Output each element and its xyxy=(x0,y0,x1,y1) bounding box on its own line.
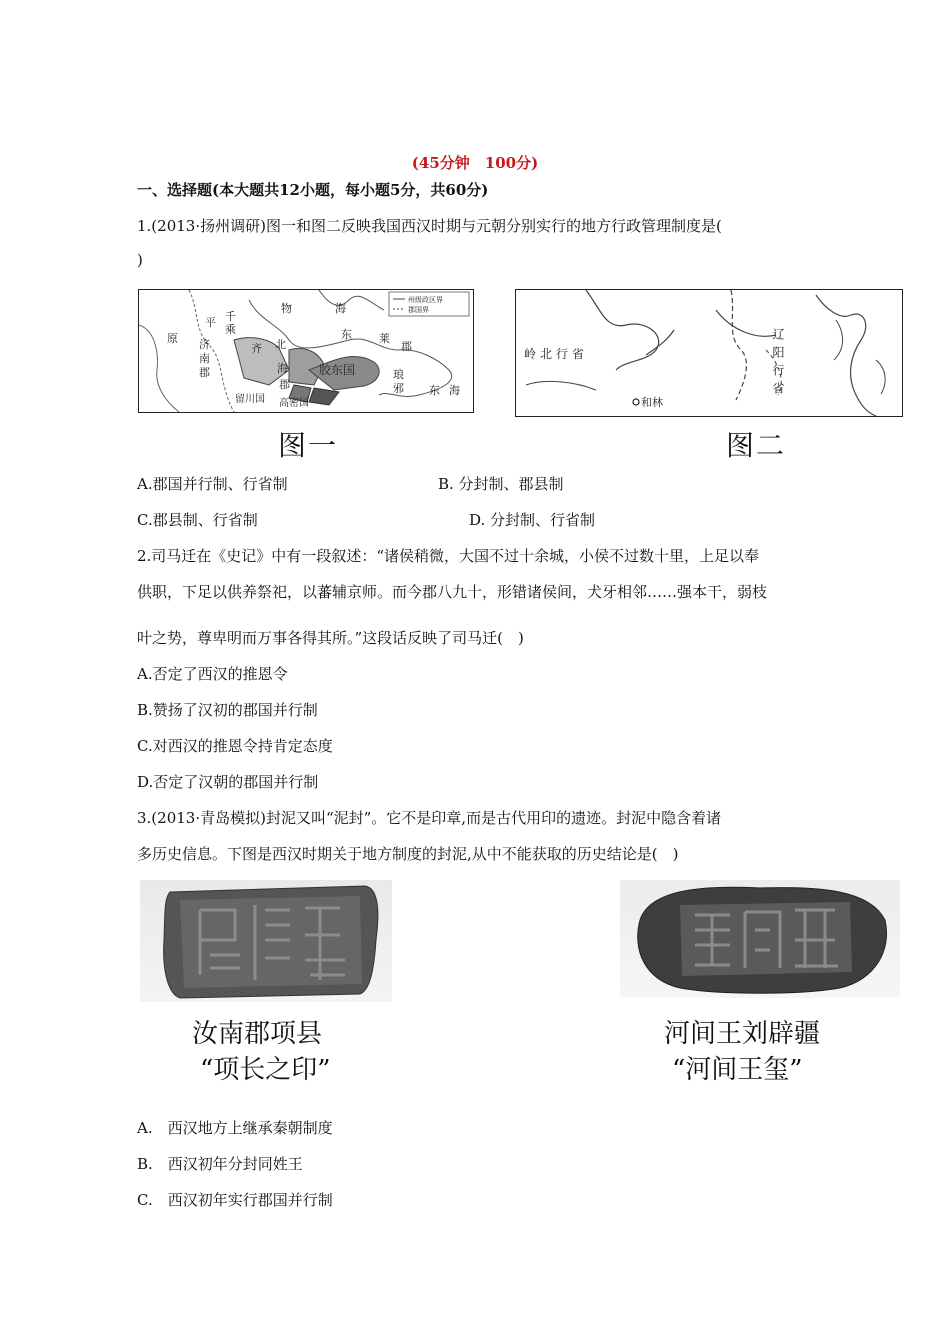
q2-stem-line1: 2.司马迁在《史记》中有一段叙述：“诸侯稍微，大国不过十余城，小侯不过数十里，上足以奉 xyxy=(137,547,759,565)
figure2-label: 图二 xyxy=(726,429,787,462)
q1-option-b[interactable]: B. 分封制、郡县制 xyxy=(438,475,564,493)
q2-option-a[interactable]: A.否定了西汉的推恩令 xyxy=(137,665,288,683)
q3-option-b[interactable]: B. 西汉初年分封同姓王 xyxy=(137,1155,303,1173)
map-yuan-dynasty xyxy=(515,289,903,417)
place-label: 郡 xyxy=(199,366,210,379)
place-label: 原 xyxy=(167,332,178,345)
figure1-label: 图一 xyxy=(278,429,339,462)
place-label: 齐 xyxy=(251,342,262,355)
place-lingbei: 岭北行省 xyxy=(524,347,589,361)
q1-option-c[interactable]: C.郡县制、行省制 xyxy=(137,511,258,529)
q1-option-d[interactable]: D. 分封制、行省制 xyxy=(469,511,596,529)
place-label: 物 xyxy=(281,302,292,315)
q3-option-c[interactable]: C. 西汉初年实行郡国并行制 xyxy=(137,1191,333,1209)
place-label: 济 xyxy=(199,338,210,351)
place-label: 东 xyxy=(341,328,352,341)
place-label: 南 xyxy=(199,352,210,365)
q1-option-a[interactable]: A.郡国并行制、行省制 xyxy=(137,475,288,493)
place-label: 千 xyxy=(225,310,236,323)
seal-left-caption-2: “项长之印” xyxy=(200,1055,331,1085)
place-label: 琅 xyxy=(393,368,404,381)
section-title: 一、选择题(本大题共12小题，每小题5分，共60分) xyxy=(137,181,489,199)
place-label: 平 xyxy=(205,316,216,329)
q1-stem-line1: 1.(2013·扬州调研)图一和图二反映我国西汉时期与元朝分别实行的地方行政管理制度是( xyxy=(137,217,722,235)
capital-marker-icon xyxy=(633,399,639,405)
q3-stem-line1: 3.(2013·青岛模拟)封泥又叫“泥封”。它不是印章,而是古代用印的遗迹。封泥中隐含着诸 xyxy=(137,809,722,827)
q2-stem-line2: 供职，下足以供养祭祀，以蕃辅京师。而今郡八九十，形错诸侯间，犬牙相邻……强本干，弱枝 xyxy=(137,583,768,601)
q2-stem-line3: 叶之势，尊卑明而万事各得其所。”这段话反映了司马迁( ) xyxy=(137,629,524,647)
place-label: 乘 xyxy=(225,323,236,336)
place-label: 高密国 xyxy=(279,398,309,409)
legend-state-border: 州级政区界 xyxy=(408,296,443,304)
place-label: 留川国 xyxy=(235,394,265,405)
q2-option-d[interactable]: D.否定了汉朝的郡国并行制 xyxy=(137,773,319,791)
place-label: 海 xyxy=(335,302,346,315)
q2-option-b[interactable]: B.赞扬了汉初的郡国并行制 xyxy=(137,701,318,719)
map-yuan-dynasty-drawing xyxy=(516,290,902,416)
place-label: 郡 xyxy=(401,340,412,353)
seal-right-caption-2: “河间王玺” xyxy=(672,1055,803,1085)
seal-left-caption-1: 汝南郡项县 xyxy=(192,1019,323,1049)
seal-photo-left xyxy=(140,880,392,1002)
map-western-han xyxy=(138,289,474,413)
place-label: 海 xyxy=(449,384,460,397)
seal-right-drawing xyxy=(620,880,900,998)
seal-photo-right xyxy=(620,880,900,998)
seal-left-drawing xyxy=(140,880,392,1002)
exam-timing: (45分钟 100分) xyxy=(411,154,539,172)
q3-stem-line2: 多历史信息。下图是西汉时期关于地方制度的封泥,从中不能获取的历史结论是( ) xyxy=(137,845,679,863)
q1-stem-line2: ) xyxy=(137,251,143,269)
q2-option-c[interactable]: C.对西汉的推恩令持肯定态度 xyxy=(137,737,333,755)
map-western-han-drawing xyxy=(139,290,473,412)
place-label: 胶东国 xyxy=(319,363,356,377)
place-label: 莱 xyxy=(379,332,390,345)
place-label: 北 xyxy=(275,338,286,351)
seal-right-caption-1: 河间王刘辟疆 xyxy=(664,1019,821,1049)
q3-option-a[interactable]: A. 西汉地方上继承秦朝制度 xyxy=(137,1119,333,1137)
legend-commandery-border: 郡国界 xyxy=(408,306,429,314)
place-label: 郡 xyxy=(279,378,290,391)
place-label: 邪 xyxy=(393,382,404,395)
place-helin: 和林 xyxy=(641,396,663,409)
place-label: 海 xyxy=(277,362,288,375)
place-liaoyang: 辽阳行省 xyxy=(771,328,785,400)
place-label: 东 xyxy=(429,384,440,397)
